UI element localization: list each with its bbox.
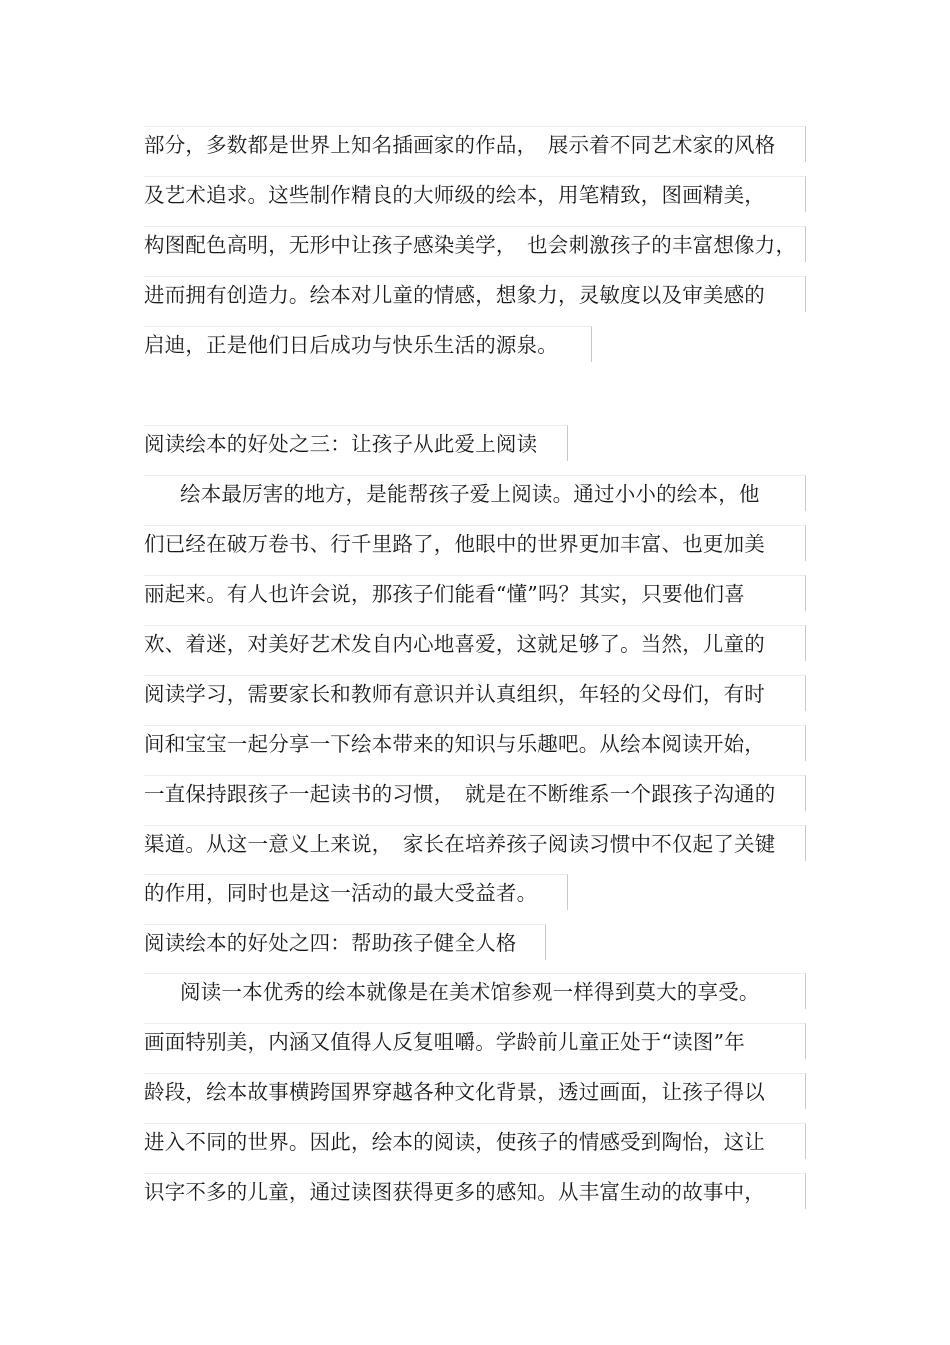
paragraph-line: 画面特别美，内涵又值得人反复咀嚼。学龄前儿童正处于“读图”年 <box>144 1023 806 1059</box>
paragraph-line: 间和宝宝一起分享一下绘本带来的知识与乐趣吧。从绘本阅读开始， <box>144 725 806 761</box>
paragraph-line: 及艺术追求。这些制作精良的大师级的绘本，用笔精致，图画精美， <box>144 176 806 212</box>
paragraph-line: 启迪，正是他们日后成功与快乐生活的源泉。 <box>144 326 592 362</box>
paragraph-line: 构图配色高明，无形中让孩子感染美学， 也会刺激孩子的丰富想像力， <box>144 226 806 262</box>
paragraph-line: 阅读一本优秀的绘本就像是在美术馆参观一样得到莫大的享受。 <box>144 973 806 1009</box>
paragraph-line: 渠道。从这一意义上来说， 家长在培养孩子阅读习惯中不仅起了关键 <box>144 825 806 861</box>
paragraph-line: 们已经在破万卷书、行千里路了，他眼中的世界更加丰富、也更加美 <box>144 525 806 561</box>
paragraph-line: 丽起来。有人也许会说，那孩子们能看“懂”吗？其实，只要他们喜 <box>144 575 806 611</box>
paragraph-line: 一直保持跟孩子一起读书的习惯， 就是在不断维系一个跟孩子沟通的 <box>144 775 806 811</box>
paragraph-line: 部分，多数都是世界上知名插画家的作品， 展示着不同艺术家的风格 <box>144 126 806 162</box>
paragraph-line: 欢、着迷，对美好艺术发自内心地喜爱，这就足够了。当然，儿童的 <box>144 625 806 661</box>
paragraph-line: 的作用，同时也是这一活动的最大受益者。 <box>144 874 568 910</box>
paragraph-line: 阅读学习，需要家长和教师有意识并认真组织，年轻的父母们，有时 <box>144 675 806 711</box>
paragraph-line: 进而拥有创造力。绘本对儿童的情感，想象力，灵敏度以及审美感的 <box>144 276 806 312</box>
section-heading: 阅读绘本的好处之四：帮助孩子健全人格 <box>144 924 546 960</box>
paragraph-line: 进入不同的世界。因此，绘本的阅读，使孩子的情感受到陶怡，这让 <box>144 1123 806 1159</box>
paragraph-line: 龄段，绘本故事横跨国界穿越各种文化背景，透过画面，让孩子得以 <box>144 1073 806 1109</box>
section-heading: 阅读绘本的好处之三：让孩子从此爱上阅读 <box>144 425 568 461</box>
paragraph-line: 绘本最厉害的地方，是能帮孩子爱上阅读。通过小小的绘本，他 <box>144 475 806 511</box>
paragraph-line: 识字不多的儿童，通过读图获得更多的感知。从丰富生动的故事中， <box>144 1173 806 1209</box>
